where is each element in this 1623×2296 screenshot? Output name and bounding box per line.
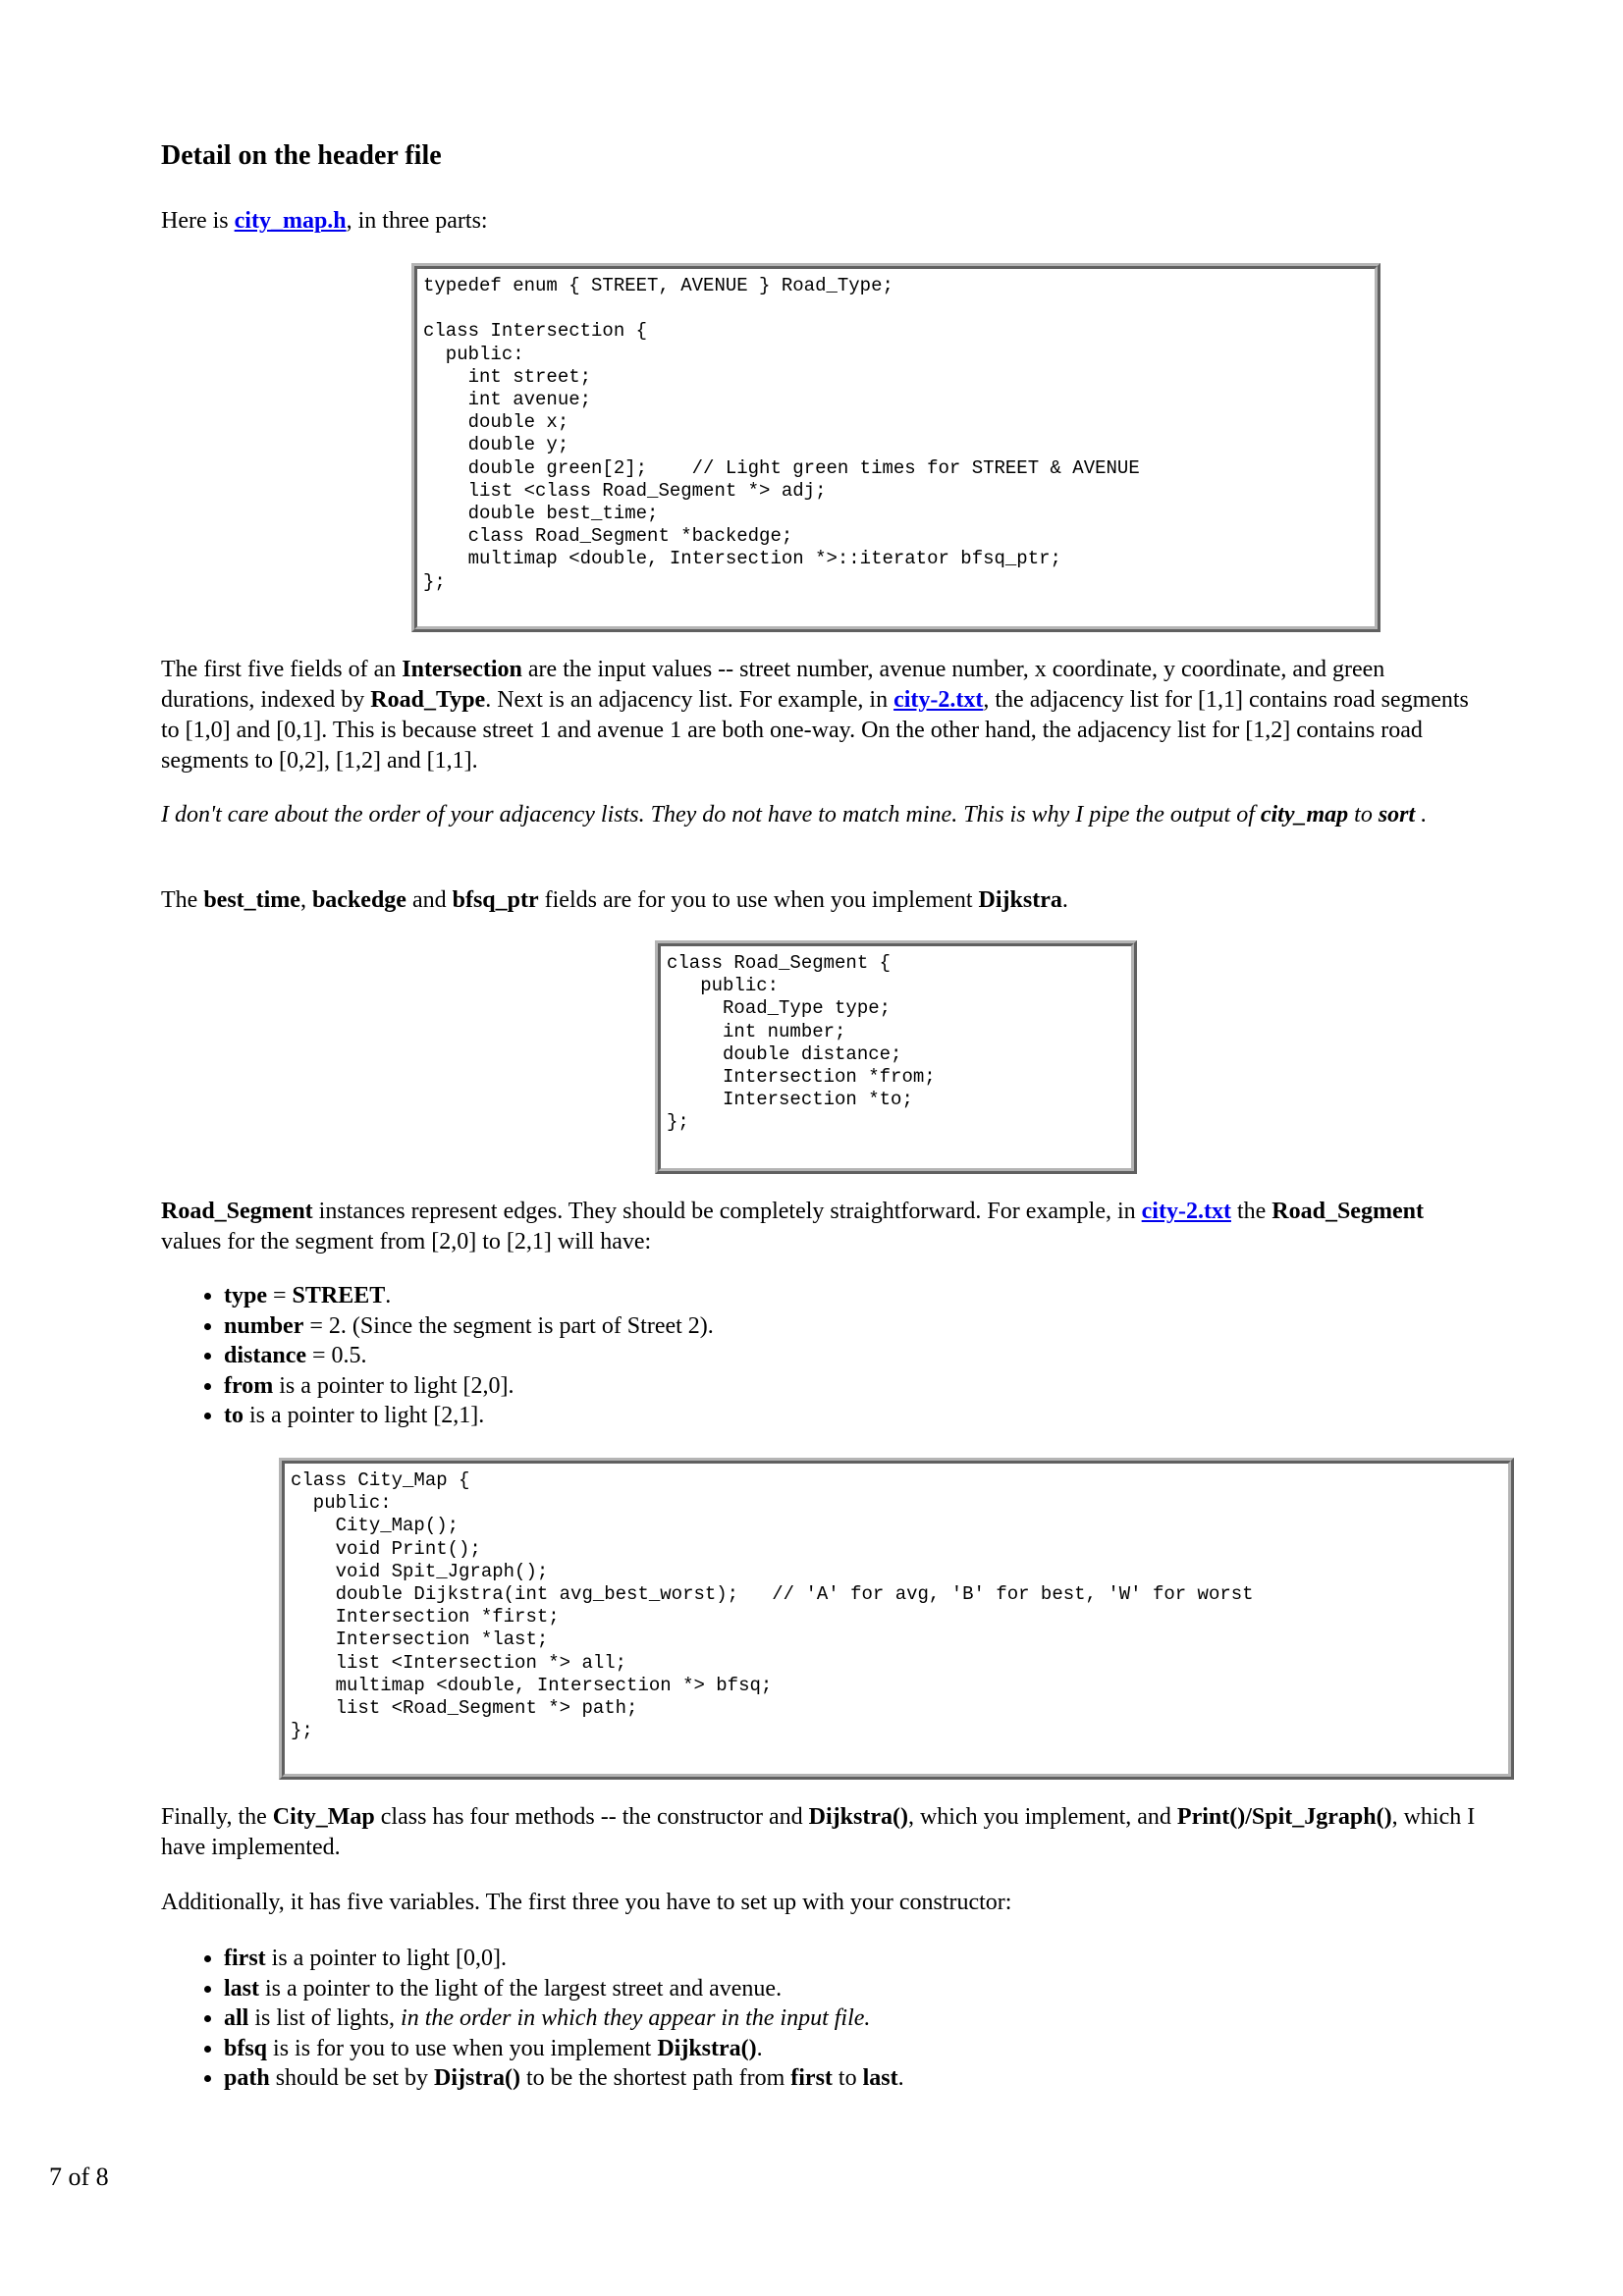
city-map-h-link[interactable]: city_map.h [234,208,347,234]
variables-list [161,1944,1481,2094]
road-segment-code-block [655,940,1137,1174]
intersection-code: typedef enum { STREET, AVENUE } Road_Type; class Intersection { public: int street; int avenue; double x; double y; double green[2]; // Light green times for STREET & AVENUE list <class Road_Segment *> adj; double best_time; class Road_Segment *backedge; multimap <double, Intersection *>::iterator bfsq_ptr; }; [423,275,1140,593]
list-item: • to is a pointer to light [2,1]. [224,1401,1481,1431]
road-segment-paragraph: Road_Segment instances represent edges. They should be completely straightforward. For example, in city-2.txt the Road_Segment values for the segment from [2,0] to [2,1] will have: [161,1199,1424,1255]
road-segment-values-list [161,1281,1481,1431]
intersection-code-block [411,263,1380,632]
city-map-code-block [279,1458,1514,1780]
list-item: • last is a pointer to the light of the largest street and avenue. [224,1974,1481,2004]
list-item: • from is a pointer to light [2,0]. [224,1371,1481,1402]
list-item: • distance = 0.5. [224,1341,1481,1371]
section-heading: Detail on the header file [161,140,442,171]
list-item: • type = STREET. [224,1281,1481,1311]
road-segment-code: class Road_Segment { public: Road_Type type; int number; double distance; Intersection *from; Intersection *to; }; [667,952,936,1134]
city-2-link-2[interactable]: city-2.txt [1141,1199,1231,1224]
list-item: • number = 2. (Since the segment is part of Street 2). [224,1311,1481,1342]
finally-paragraph: Finally, the City_Map class has four methods -- the constructor and Dijkstra(), which you implement, and Print()/Spit_Jgraph(), which I have implemented. [161,1804,1476,1860]
order-note-paragraph: I don't care about the order of your adjacency lists. They do not have to match mine. This is why I pipe the output of city_map to sort . [161,802,1428,828]
intro-paragraph: Here is city_map.h, in three parts: [161,208,488,234]
best-time-paragraph: The best_time, backedge and bfsq_ptr fields are for you to use when you implement Dijkstra. [161,887,1068,913]
page-number: 7 of 8 [49,2163,109,2191]
list-item: • first is a pointer to light [0,0]. [224,1944,1481,1974]
list-item: • all is list of lights, in the order in which they appear in the input file. [224,2003,1481,2034]
city-2-link[interactable]: city-2.txt [893,687,984,713]
list-item: • bfsq is is for you to use when you implement Dijkstra(). [224,2034,1481,2064]
intersection-fields-paragraph: The first five fields of an Intersection are the input values -- street number, avenue number, x coordinate, y coordinate, and green durations, indexed by Road_Type. Next is an adjacency list. For example, in city-2.txt, the adjacency list for [1,1] contains road segments to [1,0] and [0,1]. This is because street 1 and avenue 1 are both one-way. On the other hand, the adjacency list for [1,2] contains road segments to [0,2], [1,2] and [1,1]. [161,657,1469,774]
city-map-code: class City_Map { public: City_Map(); void Print(); void Spit_Jgraph(); double Dijkstra(int avg_best_worst); // 'A' for avg, 'B' for best, 'W' for worst Intersection *first; Intersection *last; list <Intersection *> all; multimap <double, Intersection *> bfsq; list <Road_Segment *> path; }; [291,1469,1254,1742]
additionally-paragraph: Additionally, it has five variables. The first three you have to set up with your constructor: [161,1890,1012,1915]
list-item: • path should be set by Dijstra() to be the shortest path from first to last. [224,2063,1481,2094]
